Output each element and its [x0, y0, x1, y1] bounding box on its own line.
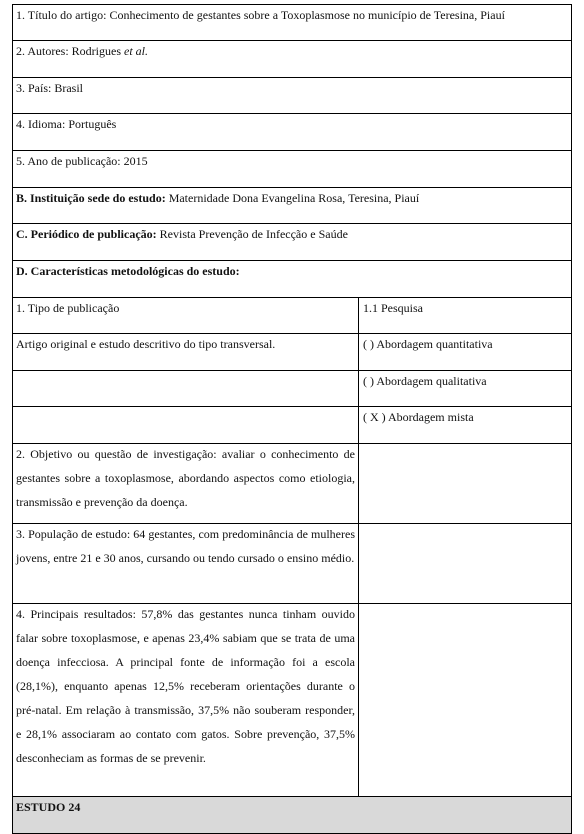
periodico-label: C. Periódico de publicação: — [16, 227, 157, 241]
row-tipo-publicacao — [12, 298, 572, 334]
study-table — [12, 4, 572, 834]
tipo-publicacao-text: 1. Tipo de publicação — [16, 301, 120, 315]
option-mista: ( X ) Abordagem mista — [363, 410, 474, 424]
resultados-text: 4. Principais resultados: 57,8% das gestantes nunca tinham ouvido falar sobre toxoplasmose, e apenas 23,4% sabiam que se trata de uma doença infecciosa. A principal fonte de informação foi a escola (28,1%), enquanto apenas 12,5% receberam orientações durante o pré-natal. Em relação à transmissão, 37,5% não souberam responder, e 28,1% associaram ao contato com gatos. Sobre prevenção, 37,5% desconheciam as formas de se prevenir. — [16, 607, 355, 765]
populacao-text: 3. População de estudo: 64 gestantes, com predominância de mulheres jovens, entre 21 e 30 anos, cursando ou tendo cursado o ensino médio. — [16, 527, 355, 565]
row-periodico — [12, 224, 572, 261]
row-instituicao — [12, 188, 572, 224]
row-caracteristicas — [12, 261, 572, 298]
instituicao-label: B. Instituição sede do estudo: — [16, 191, 166, 205]
row-idioma — [12, 114, 572, 151]
row-estudo — [12, 797, 572, 834]
titulo-text: 1. Título do artigo: Conhecimento de gestantes sobre a Toxoplasmose no município de Teresina, Piauí — [16, 8, 505, 22]
instituicao-value: Maternidade Dona Evangelina Rosa, Teresina, Piauí — [165, 191, 420, 205]
row-artigo — [12, 334, 572, 371]
autores-etal: et al. — [124, 44, 148, 58]
row-pais — [12, 78, 572, 114]
option-quantitativa: ( ) Abordagem quantitativa — [363, 337, 493, 351]
artigo-text: Artigo original e estudo descritivo do tipo transversal. — [16, 337, 276, 351]
objetivo-text: 2. Objetivo ou questão de investigação: avaliar o conhecimento de gestantes sobre a toxoplasmose, abordando aspectos como etiologia, transmissão e prevenção da doença. — [16, 447, 355, 509]
row-mista — [12, 407, 572, 444]
row-autores — [12, 41, 572, 78]
estudo-label: ESTUDO 24 — [16, 800, 81, 814]
row-ano — [12, 151, 572, 188]
caracteristicas-label: D. Características metodológicas do estudo: — [16, 264, 240, 278]
pesquisa-text: 1.1 Pesquisa — [363, 301, 423, 315]
ano-text: 5. Ano de publicação: 2015 — [16, 154, 148, 168]
idioma-text: 4. Idioma: Português — [16, 117, 117, 131]
periodico-value: Revista Prevenção de Infecção e Saúde — [156, 227, 348, 241]
row-resultados — [12, 604, 572, 797]
pais-text: 3. País: Brasil — [16, 81, 84, 95]
autores-text: 2. Autores: Rodrigues — [16, 44, 124, 58]
option-qualitativa: ( ) Abordagem qualitativa — [363, 374, 487, 388]
row-qualitativa — [12, 371, 572, 407]
row-populacao — [12, 524, 572, 604]
row-objetivo — [12, 444, 572, 524]
row-titulo — [12, 4, 572, 41]
